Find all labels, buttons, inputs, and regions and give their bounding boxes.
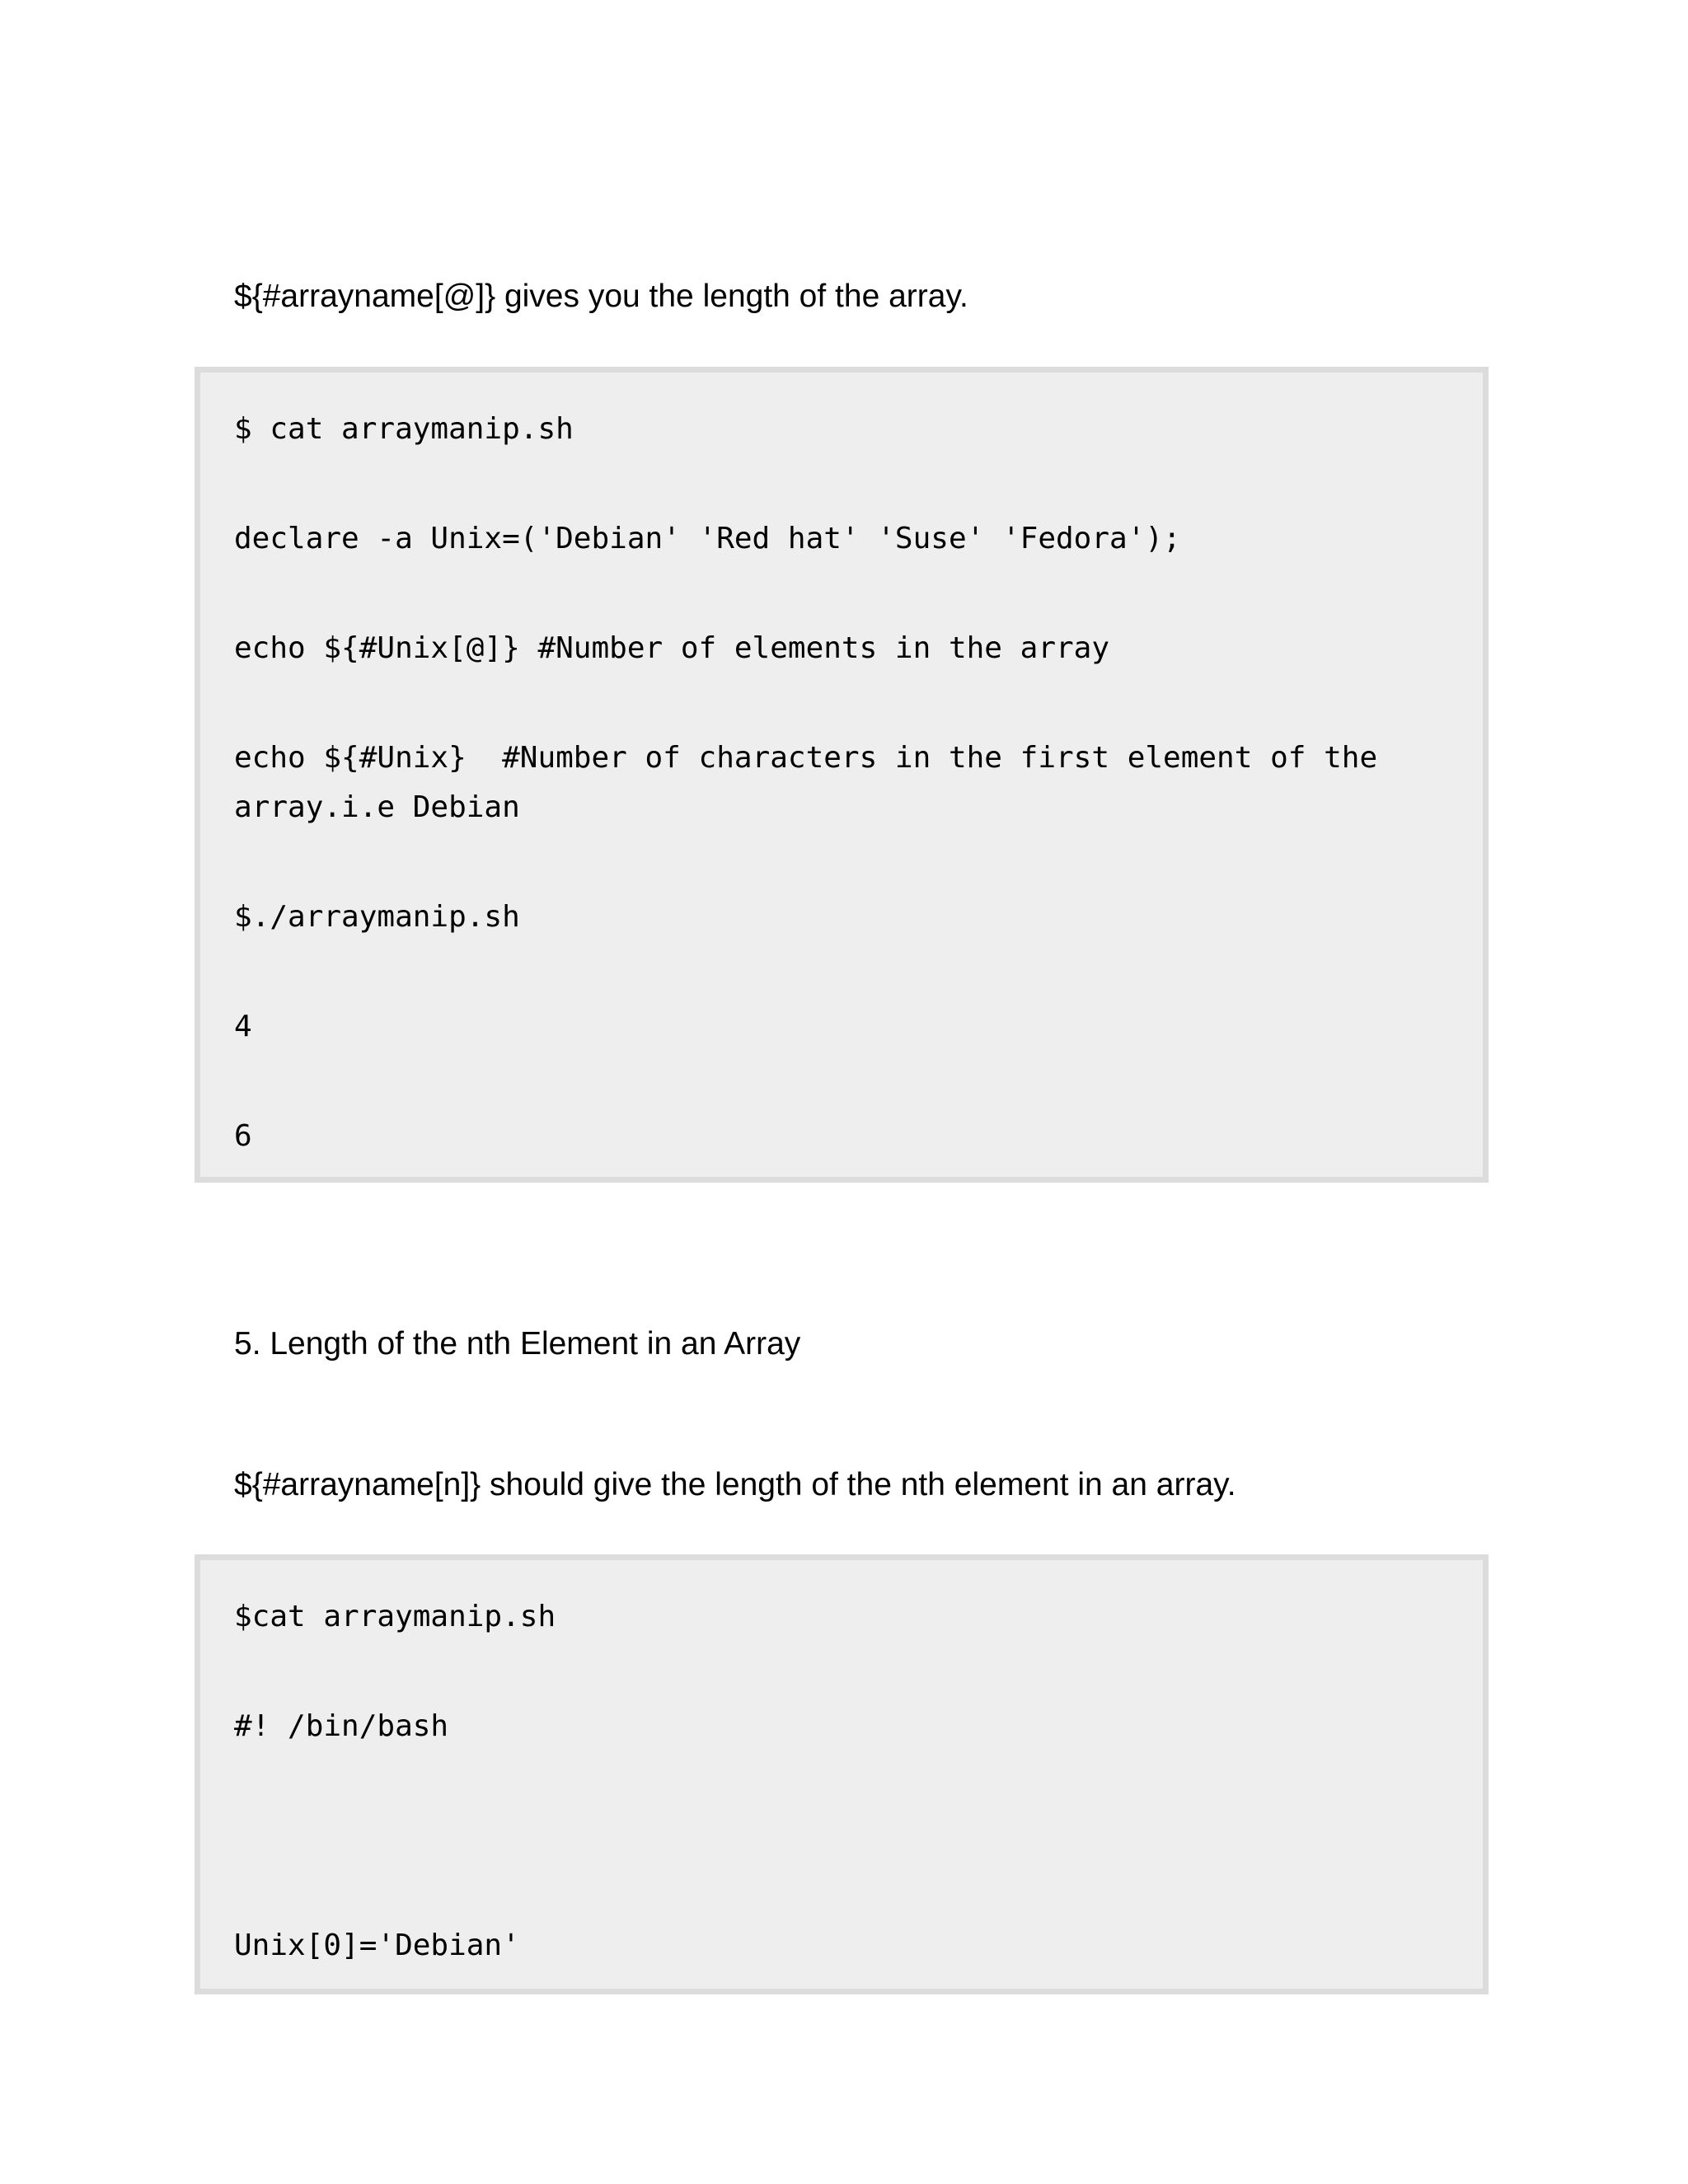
code-line: 4 [234, 1010, 252, 1043]
code-line: Unix[0]='Debian' [234, 1929, 520, 1962]
code-line: array.i.e Debian [234, 790, 520, 824]
intro-paragraph: ${#arrayname[@]} gives you the length of the array. [234, 279, 968, 314]
code-line: $ cat arraymanip.sh [234, 412, 574, 446]
code-line: #! /bin/bash [234, 1709, 449, 1743]
code-line: echo ${#Unix} #Number of characters in the first element of the [234, 741, 1378, 775]
code-line: echo ${#Unix[@]} #Number of elements in the array [234, 631, 1110, 665]
code-block-element-length [195, 1554, 1489, 1994]
code-line: declare -a Unix=('Debian' 'Red hat' 'Suse' 'Fedora'); [234, 522, 1181, 555]
code-block-array-length [195, 367, 1489, 1183]
code-line: $cat arraymanip.sh [234, 1600, 556, 1633]
section-paragraph: ${#arrayname[n]} should give the length of the nth element in an array. [234, 1467, 1236, 1502]
code-line: 6 [234, 1119, 252, 1153]
code-line: $./arraymanip.sh [234, 900, 520, 934]
section-heading: 5. Length of the nth Element in an Array [234, 1326, 801, 1361]
